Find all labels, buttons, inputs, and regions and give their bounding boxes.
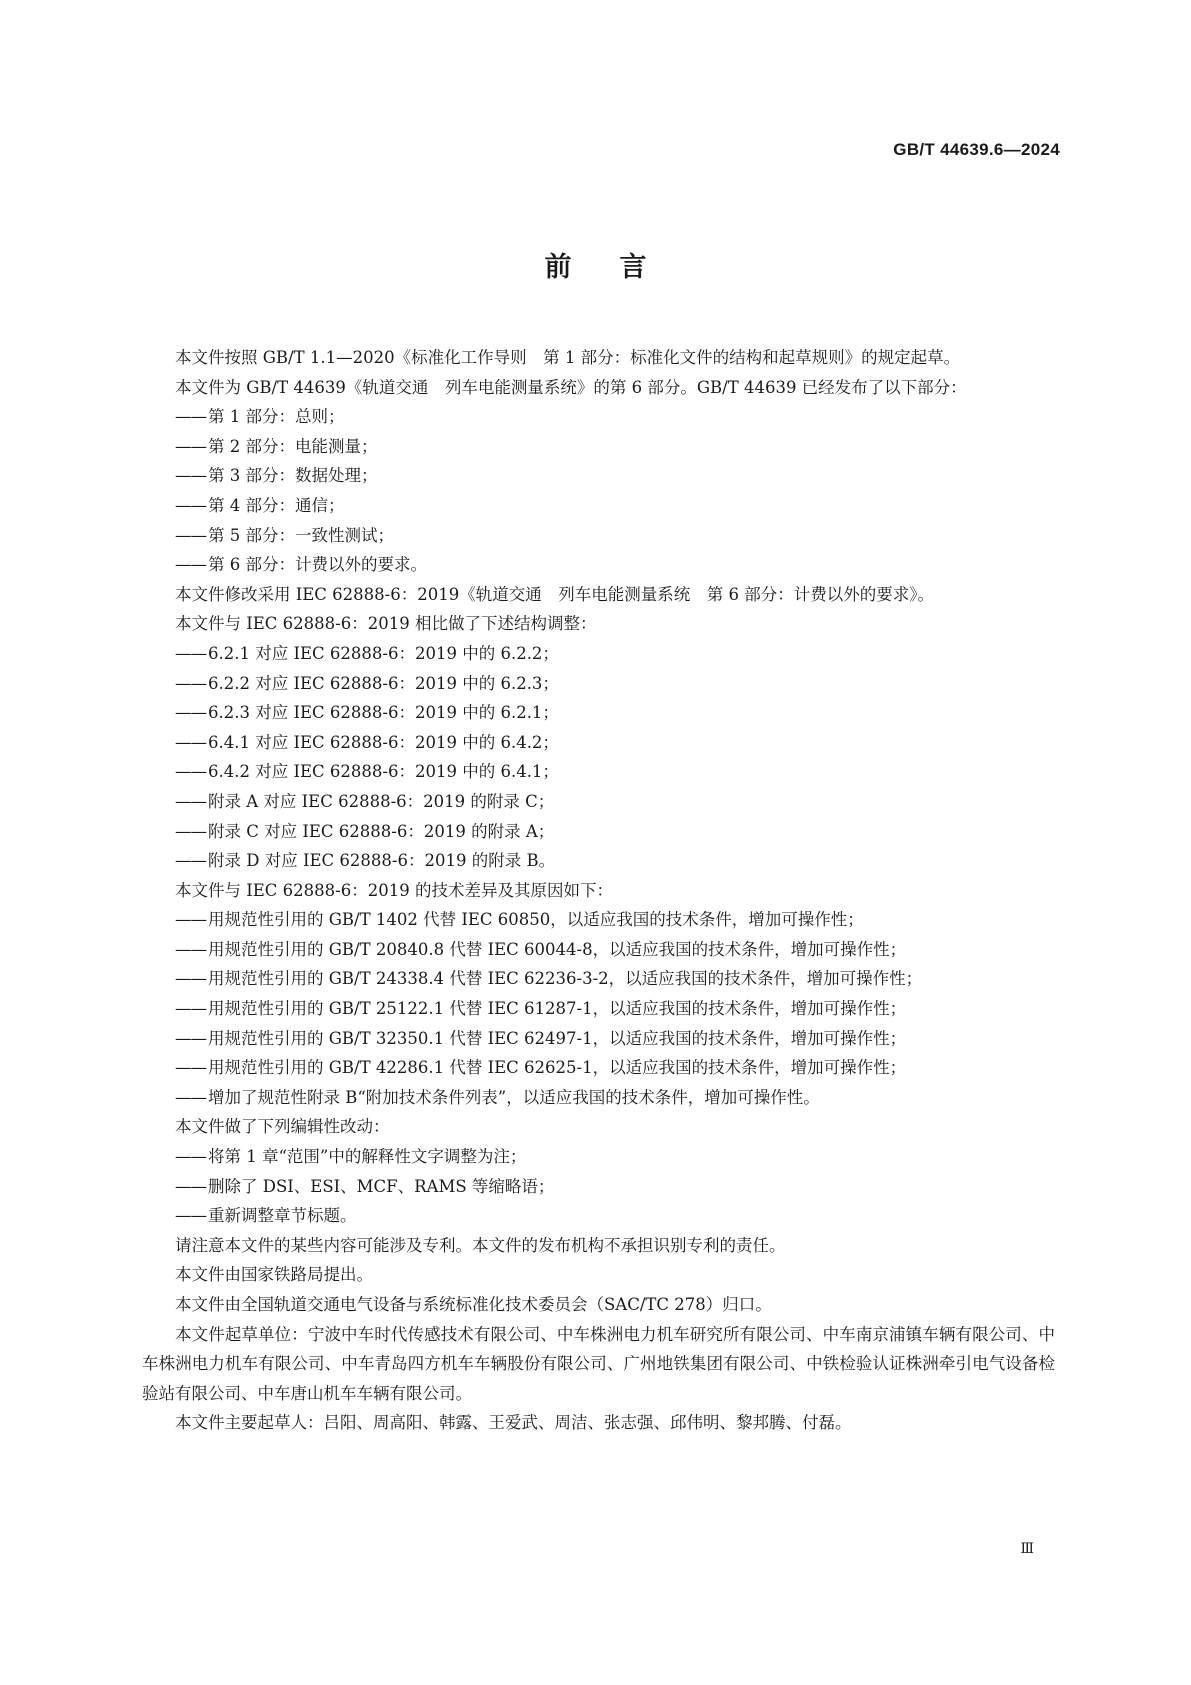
dash-marker: —— — [175, 495, 206, 515]
structure-list — [142, 639, 1055, 876]
list-item — [142, 402, 1055, 432]
list-item — [142, 787, 1055, 817]
dash-marker: —— — [175, 1147, 206, 1167]
list-item-text: 重新调整章节标题。 — [208, 1206, 357, 1226]
paragraph-series-parts: 本文件为 GB/T 44639《轨道交通 列车电能测量系统》的第 6 部分。GB/T 44639 已经发布了以下部分： — [175, 377, 967, 397]
dash-marker: —— — [175, 407, 206, 427]
list-item — [142, 1142, 1055, 1172]
paragraph-patent-notice: 请注意本文件的某些内容可能涉及专利。本文件的发布机构不承担识别专利的责任。 — [175, 1235, 786, 1255]
list-item-text: 用规范性引用的 GB/T 24338.4 代替 IEC 62236-3-2，以适应我国的技术条件，增加可操作性； — [208, 969, 923, 989]
list-item — [142, 905, 1055, 935]
dash-marker: —— — [175, 762, 206, 782]
dash-marker: —— — [175, 791, 206, 811]
dash-marker: —— — [175, 436, 206, 456]
list-item-text: 删除了 DSI、ESI、MCF、RAMS 等缩略语； — [208, 1176, 555, 1196]
paragraph-drafting-rules: 本文件按照 GB/T 1.1—2020《标准化工作导则 第 1 部分：标准化文件的结构和起草规则》的规定起草。 — [175, 348, 961, 367]
dash-marker: —— — [175, 821, 206, 841]
editorial-changes-list — [142, 1142, 1055, 1231]
list-item — [142, 461, 1055, 491]
paragraph-committee: 本文件由全国轨道交通电气设备与系统标准化技术委员会（SAC/TC 278）归口。 — [175, 1295, 772, 1314]
dash-marker: —— — [175, 673, 206, 693]
dash-marker: —— — [175, 732, 206, 752]
dash-marker: —— — [175, 525, 206, 545]
paragraph-structure-intro: 本文件与 IEC 62888-6：2019 相比做了下述结构调整： — [175, 614, 597, 634]
dash-marker: —— — [175, 1058, 206, 1078]
list-item — [142, 935, 1055, 965]
dash-marker: —— — [175, 969, 206, 989]
list-item-text: 用规范性引用的 GB/T 25122.1 代替 IEC 61287-1，以适应我国的技术条件，增加可操作性； — [208, 999, 907, 1019]
dash-marker: —— — [175, 851, 206, 871]
dash-marker: —— — [175, 939, 206, 959]
list-item — [142, 1201, 1055, 1231]
list-item-text: 用规范性引用的 GB/T 42286.1 代替 IEC 62625-1，以适应我国的技术条件，增加可操作性； — [208, 1058, 907, 1078]
list-item-text: 6.4.2 对应 IEC 62888-6：2019 中的 6.4.1； — [208, 762, 559, 782]
list-item — [142, 1024, 1055, 1054]
dash-marker: —— — [175, 1206, 206, 1226]
page-title: 前言 — [544, 252, 695, 283]
dash-marker: —— — [175, 555, 206, 575]
paragraph-drafting-organizations: 本文件起草单位：宁波中车时代传感技术有限公司、中车株洲电力机车研究所有限公司、中车南京浦镇车辆有限公司、中车株洲电力机车有限公司、中车青岛四方机车车辆股份有限公司、广州地铁集团有限公司、中铁检验认证株洲牵引电气设备检验站有限公司、中车唐山机车车辆有限公司。 — [142, 1324, 1055, 1403]
list-item — [142, 1083, 1055, 1113]
paragraph-editorial-changes: 本文件做了下列编辑性改动： — [175, 1117, 390, 1137]
page-number: Ⅲ — [1020, 1541, 1034, 1557]
list-item-text: 6.4.1 对应 IEC 62888-6：2019 中的 6.4.2； — [208, 732, 559, 752]
list-item — [142, 994, 1055, 1024]
dash-marker: —— — [175, 1087, 206, 1107]
dash-marker: —— — [175, 703, 206, 723]
parts-list — [142, 402, 1055, 580]
list-item-text: 附录 A 对应 IEC 62888-6：2019 的附录 C； — [208, 791, 555, 811]
standard-number: GB/T 44639.6—2024 — [893, 140, 1060, 159]
dash-marker: —— — [175, 466, 206, 486]
list-item — [142, 964, 1055, 994]
list-item-text: 6.2.2 对应 IEC 62888-6：2019 中的 6.2.3； — [208, 673, 559, 693]
list-item — [142, 728, 1055, 758]
dash-marker: —— — [175, 643, 206, 663]
list-item-text: 6.2.3 对应 IEC 62888-6：2019 中的 6.2.1； — [208, 703, 559, 723]
dash-marker: —— — [175, 1028, 206, 1048]
list-item — [142, 846, 1055, 876]
dash-marker: —— — [175, 910, 206, 930]
list-item — [142, 639, 1055, 669]
foreword-body — [142, 343, 1055, 1438]
list-item-text: 增加了规范性附录 B“附加技术条件列表”，以适应我国的技术条件，增加可操作性。 — [208, 1087, 820, 1107]
list-item-text: 6.2.1 对应 IEC 62888-6：2019 中的 6.2.2； — [208, 643, 559, 663]
paragraph-proposed-by: 本文件由国家铁路局提出。 — [175, 1265, 373, 1285]
dash-marker: —— — [175, 999, 206, 1019]
list-item — [142, 1172, 1055, 1202]
list-item — [142, 550, 1055, 580]
list-item — [142, 757, 1055, 787]
list-item — [142, 1053, 1055, 1083]
technical-differences-list — [142, 905, 1055, 1112]
list-item-text: 附录 D 对应 IEC 62888-6：2019 的附录 B。 — [208, 851, 556, 871]
list-item-text: 第 5 部分：一致性测试； — [208, 525, 394, 545]
list-item — [142, 669, 1055, 699]
list-item-text: 第 4 部分：通信； — [208, 495, 345, 515]
paragraph-adoption: 本文件修改采用 IEC 62888-6：2019《轨道交通 列车电能测量系统 第 6 部分：计费以外的要求》。 — [175, 584, 934, 604]
list-item — [142, 491, 1055, 521]
list-item — [142, 817, 1055, 847]
list-item-text: 将第 1 章“范围”中的解释性文字调整为注； — [208, 1147, 527, 1167]
list-item — [142, 521, 1055, 551]
list-item-text: 用规范性引用的 GB/T 32350.1 代替 IEC 62497-1，以适应我国的技术条件，增加可操作性； — [208, 1028, 907, 1048]
list-item-text: 用规范性引用的 GB/T 1402 代替 IEC 60850，以适应我国的技术条件，增加可操作性； — [208, 910, 864, 930]
paragraph-drafters: 本文件主要起草人：吕阳、周高阳、韩露、王爱武、周洁、张志强、邱伟明、黎邦腾、付磊。 — [175, 1413, 852, 1433]
list-item-text: 第 3 部分：数据处理； — [208, 466, 378, 486]
list-item — [142, 698, 1055, 728]
paragraph-technical-differences: 本文件与 IEC 62888-6：2019 的技术差异及其原因如下： — [175, 880, 613, 900]
list-item-text: 第 2 部分：电能测量； — [208, 436, 378, 456]
list-item-text: 用规范性引用的 GB/T 20840.8 代替 IEC 60044-8，以适应我国的技术条件，增加可操作性； — [208, 939, 907, 959]
list-item-text: 附录 C 对应 IEC 62888-6：2019 的附录 A； — [208, 821, 555, 841]
dash-marker: —— — [175, 1176, 206, 1196]
list-item-text: 第 6 部分：计费以外的要求。 — [208, 555, 427, 575]
list-item — [142, 432, 1055, 462]
list-item-text: 第 1 部分：总则； — [208, 407, 345, 427]
